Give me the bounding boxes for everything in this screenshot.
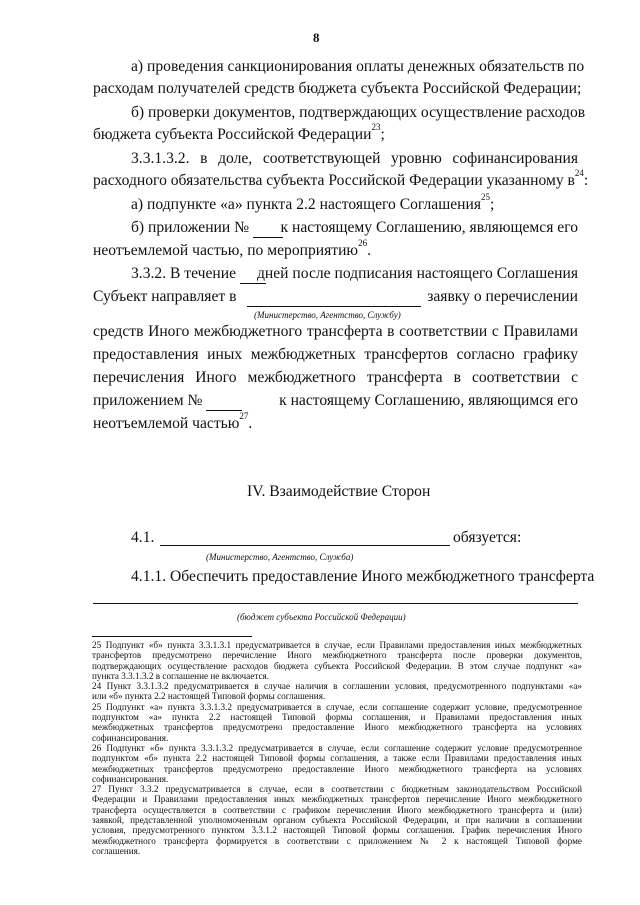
- footnote-line: трансфертов предусмотрено перечисление Иного межбюджетного трансферта после проверки документов,: [92, 650, 582, 661]
- subpoint-b-rest: к настоящему Соглашению, являющемся его: [280, 219, 578, 236]
- subpoint-a-text: а) подпункте «а» пункта 2.2 настоящего Соглашения: [131, 196, 482, 213]
- blank-field-annex-number-2: [206, 392, 242, 411]
- subpoint-a-end: ;: [490, 196, 495, 213]
- paragraph-332-line1: [131, 265, 578, 284]
- paragraph-a-line1: а) проведения санкционирования оплаты денежных обязательств по: [131, 58, 585, 75]
- footnote-0: [92, 640, 582, 681]
- continuation-line3: перечисления Иного межбюджетного трансферта в соответствии с: [93, 369, 578, 386]
- budget-blank-line: [93, 603, 578, 604]
- subpoint-b-start: б) приложении №: [131, 219, 250, 236]
- footnote-line: Федерации и Правилами предоставления иных межбюджетных трансфертов перечисление Иного межбюджетного: [92, 794, 582, 805]
- paragraph-33132-end: :: [583, 172, 589, 189]
- annex-rest: к настоящему Соглашению, являющимся его: [279, 392, 578, 409]
- paragraph-33132-text: расходного обязательства субъекта Российской Федерации указанному в: [93, 172, 575, 189]
- footnote-ref-26: 26: [358, 238, 368, 248]
- footnotes: [92, 640, 582, 856]
- footnote-line: 24 Пункт 3.3.1.3.2 предусматривается в случае наличия в соглашении условия, предусмотренного подпунктами «а»: [92, 681, 582, 692]
- footnote-line: трансферта осуществляется в соответствии с графиком перечисления Иного межбюджетного трансферта и (или): [92, 804, 582, 815]
- page-number: 8: [313, 30, 320, 45]
- footnote-line: 25 Подпункт «б» пункта 3.3.1.3.1 предусматривается в случае, если Правилами предоставления иных межбюджетных: [92, 640, 582, 650]
- p41-hint: (Министерство, Агентство, Служба): [206, 552, 354, 562]
- footnote-line: подпунктом «б» пункта 2.2 настоящей Типовой формы соглашения, а также если Правилами предоставления иных: [92, 753, 582, 764]
- footnote-line: межбюджетных трансфертов предусмотрено предоставление Иного межбюджетного трансферта на условиях: [92, 763, 582, 774]
- subpoint-b-line2-text: неотъемлемой частью, по мероприятию: [93, 242, 359, 259]
- footnote-ref-24: 24: [574, 168, 584, 178]
- subject-sends-text: Субъект направляет в: [93, 288, 237, 305]
- footnote-3: [92, 743, 582, 784]
- paragraph-332-line2: [93, 288, 578, 306]
- footnote-1: [92, 681, 582, 702]
- continuation-line4: [93, 392, 578, 411]
- footnote-separator: [92, 636, 252, 637]
- continuation-line5-end: .: [248, 415, 253, 432]
- ministry-hint: (Министерство, Агентство, Службу): [254, 310, 401, 320]
- footnote-line: заявкой, представленной уполномоченным органом субъекта Российской Федерации, и при наличии в соглашении: [92, 815, 582, 826]
- footnote-line: пункта 3.3.1.3.2 в соглашение не включается.: [92, 670, 270, 681]
- footnote-line: соглашения.: [92, 845, 141, 856]
- footnote-line: 27 Пункт 3.3.2 предусматривается в случае, если в соответствии с бюджетным законодательством Российской: [92, 784, 582, 795]
- continuation-line1: средств Иного межбюджетного трансферта в соответствии с Правилами: [93, 323, 578, 340]
- paragraph-33132-line2: [93, 168, 589, 190]
- footnote-line: условия, предусмотренного пунктом 3.3.1.2 настоящей Типовой формы соглашения. График перечисления Иного: [92, 825, 582, 836]
- footnote-ref-25: 25: [481, 192, 491, 202]
- paragraph-b-line2: [93, 122, 385, 144]
- footnote-line: подпунктом «а» пункта 2.2 настоящей Типовой формы соглашения, и Правилами предоставления иных: [92, 712, 582, 723]
- subpoint-b-line2: [93, 238, 371, 260]
- footnote-line: софинансирования.: [92, 732, 169, 743]
- footnote-line: или «б» пункта 2.2 настоящей Типовой формы соглашения.: [92, 691, 326, 702]
- footnote-line: межбюджетного трансферта формируется в соответствии с приложением № 2 к настоящей Типовой форме: [92, 835, 582, 846]
- footnote-line: подтверждающих осуществление расходов бюджета субъекта Российской Федерации. В этом случае подпункт «а»: [92, 660, 582, 671]
- paragraph-b-line1: б) проверки документов, подтверждающих осуществление расходов: [131, 104, 586, 121]
- p411-line: 4.1.1. Обеспечить предоставление Иного межбюджетного трансферта: [131, 568, 595, 585]
- footnote-4: [92, 784, 582, 856]
- p41-obliges: обязуется:: [453, 529, 522, 546]
- blank-field-ministry-41: [160, 545, 450, 546]
- blank-field-annex-number: [253, 219, 283, 238]
- continuation-line5-text: неотъемлемой частью: [93, 415, 240, 432]
- footnote-ref-27: 27: [239, 411, 249, 421]
- footnote-line: межбюджетных трансфертов предусмотрено предоставление Иного межбюджетного трансферта на условиях: [92, 722, 582, 733]
- subpoint-b-line2-end: .: [367, 242, 371, 259]
- subpoint-b-line1: [131, 219, 578, 238]
- continuation-line5: [93, 411, 253, 433]
- paragraph-a-line2: расходам получателей средств бюджета субъекта Российской Федерации;: [93, 80, 582, 97]
- annex-start: приложением №: [93, 392, 203, 409]
- subpoint-a: [131, 192, 495, 214]
- continuation-line2: предоставления иных межбюджетных трансфертов согласно графику: [93, 346, 578, 363]
- section-title: IV. Взаимодействие Сторон: [247, 483, 431, 500]
- footnote-2: [92, 702, 582, 743]
- application-text: заявку о перечислении: [427, 288, 578, 305]
- paragraph-b-text: бюджета субъекта Российской Федерации: [93, 126, 372, 143]
- footnote-ref-23: 23: [371, 122, 381, 132]
- paragraph-332-start: 3.3.2. В течение: [131, 265, 237, 282]
- footnote-line: софинансирования.: [92, 773, 169, 784]
- blank-field-ministry: [247, 288, 421, 307]
- paragraph-33132-line1: 3.3.1.3.2. в доле, соответствующей уровню софинансирования: [131, 150, 578, 167]
- footnote-line: 25 Подпункт «а» пункта 3.3.1.3.2 предусматривается в случае, если соглашение содержит условие, предусмотренное: [92, 701, 582, 712]
- paragraph-b-end: ;: [380, 126, 385, 143]
- budget-hint: (бюджет субъекта Российской Федерации): [237, 612, 406, 622]
- p41-number: 4.1.: [131, 529, 155, 546]
- paragraph-332-rest: дней после подписания настоящего Соглашения: [256, 265, 578, 282]
- footnote-line: 26 Подпункт «б» пункта 3.3.1.3.2 предусматривается в случае, если соглашение содержит условие предусмотренное: [92, 742, 582, 753]
